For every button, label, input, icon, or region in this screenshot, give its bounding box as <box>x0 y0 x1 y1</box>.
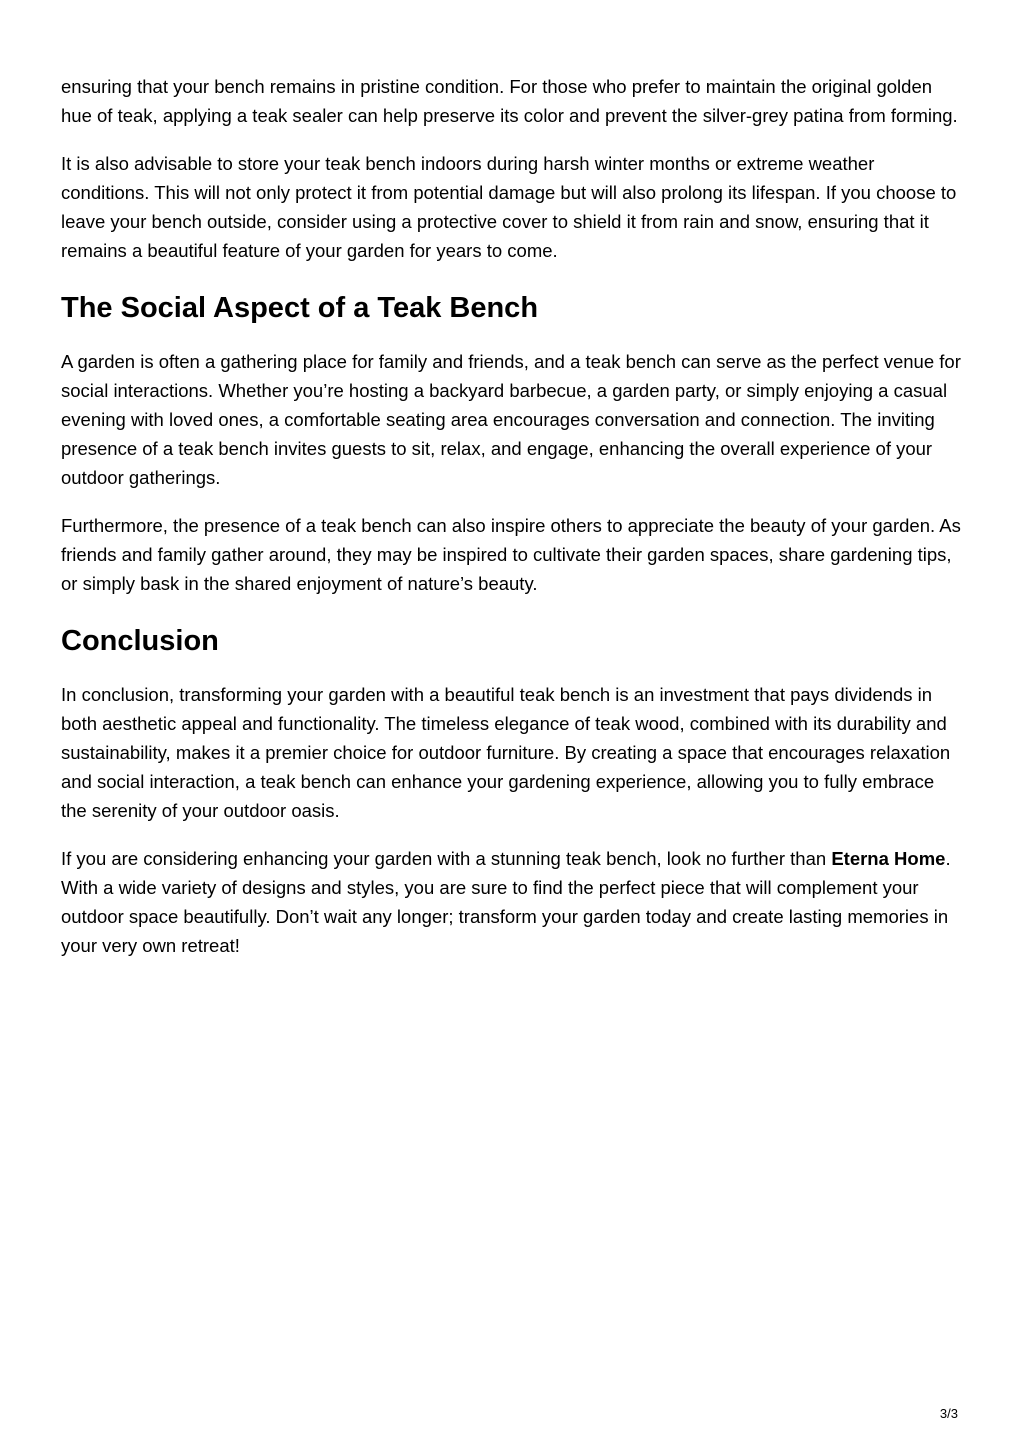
paragraph-closing <box>61 844 963 960</box>
page-number: 3/3 <box>939 1406 958 1421</box>
brand-name: Eterna Home <box>831 848 946 869</box>
closing-text-after: . With a wide variety of designs and styles, you are sure to find the perfect piece that will complement your outdoor space beautifully. Don’t wait any longer; transform your garden today and create lasting memories in your very own retreat! <box>61 848 951 956</box>
paragraph-care-continued: ensuring that your bench remains in pristine condition. For those who prefer to maintain the original golden hue of teak, applying a teak sealer can help preserve its color and prevent the silver-grey patina from forming. <box>61 76 958 126</box>
paragraph-conclusion: In conclusion, transforming your garden with a beautiful teak bench is an investment that pays dividends in both aesthetic appeal and functionality. The timeless elegance of teak wood, combined with its durability and sustainability, makes it a premier choice for outdoor furniture. By creating a space that encourages relaxation and social interaction, a teak bench can enhance your gardening experience, allowing you to fully embrace the serenity of your outdoor oasis. <box>61 684 951 821</box>
heading-social-aspect: The Social Aspect of a Teak Bench <box>61 292 539 324</box>
paragraph-gathering: A garden is often a gathering place for family and friends, and a teak bench can serve as the perfect venue for social interactions. Whether you’re hosting a backyard barbecue, a garden party, or simply enjoying a casual evening with loved ones, a comfortable seating area encourages conversation and connection. The inviting presence of a teak bench invites guests to sit, relax, and engage, enhancing the overall experience of your outdoor gatherings. <box>61 351 961 488</box>
paragraph-inspire: Furthermore, the presence of a teak bench can also inspire others to appreciate the beauty of your garden. As friends and family gather around, they may be inspired to cultivate their garden spaces, share gardening tips, or simply bask in the shared enjoyment of nature’s beauty. <box>61 515 961 594</box>
heading-conclusion: Conclusion <box>61 625 219 657</box>
document-page <box>61 72 963 979</box>
paragraph-storage: It is also advisable to store your teak bench indoors during harsh winter months or extreme weather conditions. This will not only protect it from potential damage but will also prolong its lifespan. If you choose to leave your bench outside, consider using a protective cover to shield it from rain and snow, ensuring that it remains a beautiful feature of your garden for years to come. <box>61 153 957 261</box>
closing-text-before: If you are considering enhancing your garden with a stunning teak bench, look no further than <box>61 848 832 869</box>
